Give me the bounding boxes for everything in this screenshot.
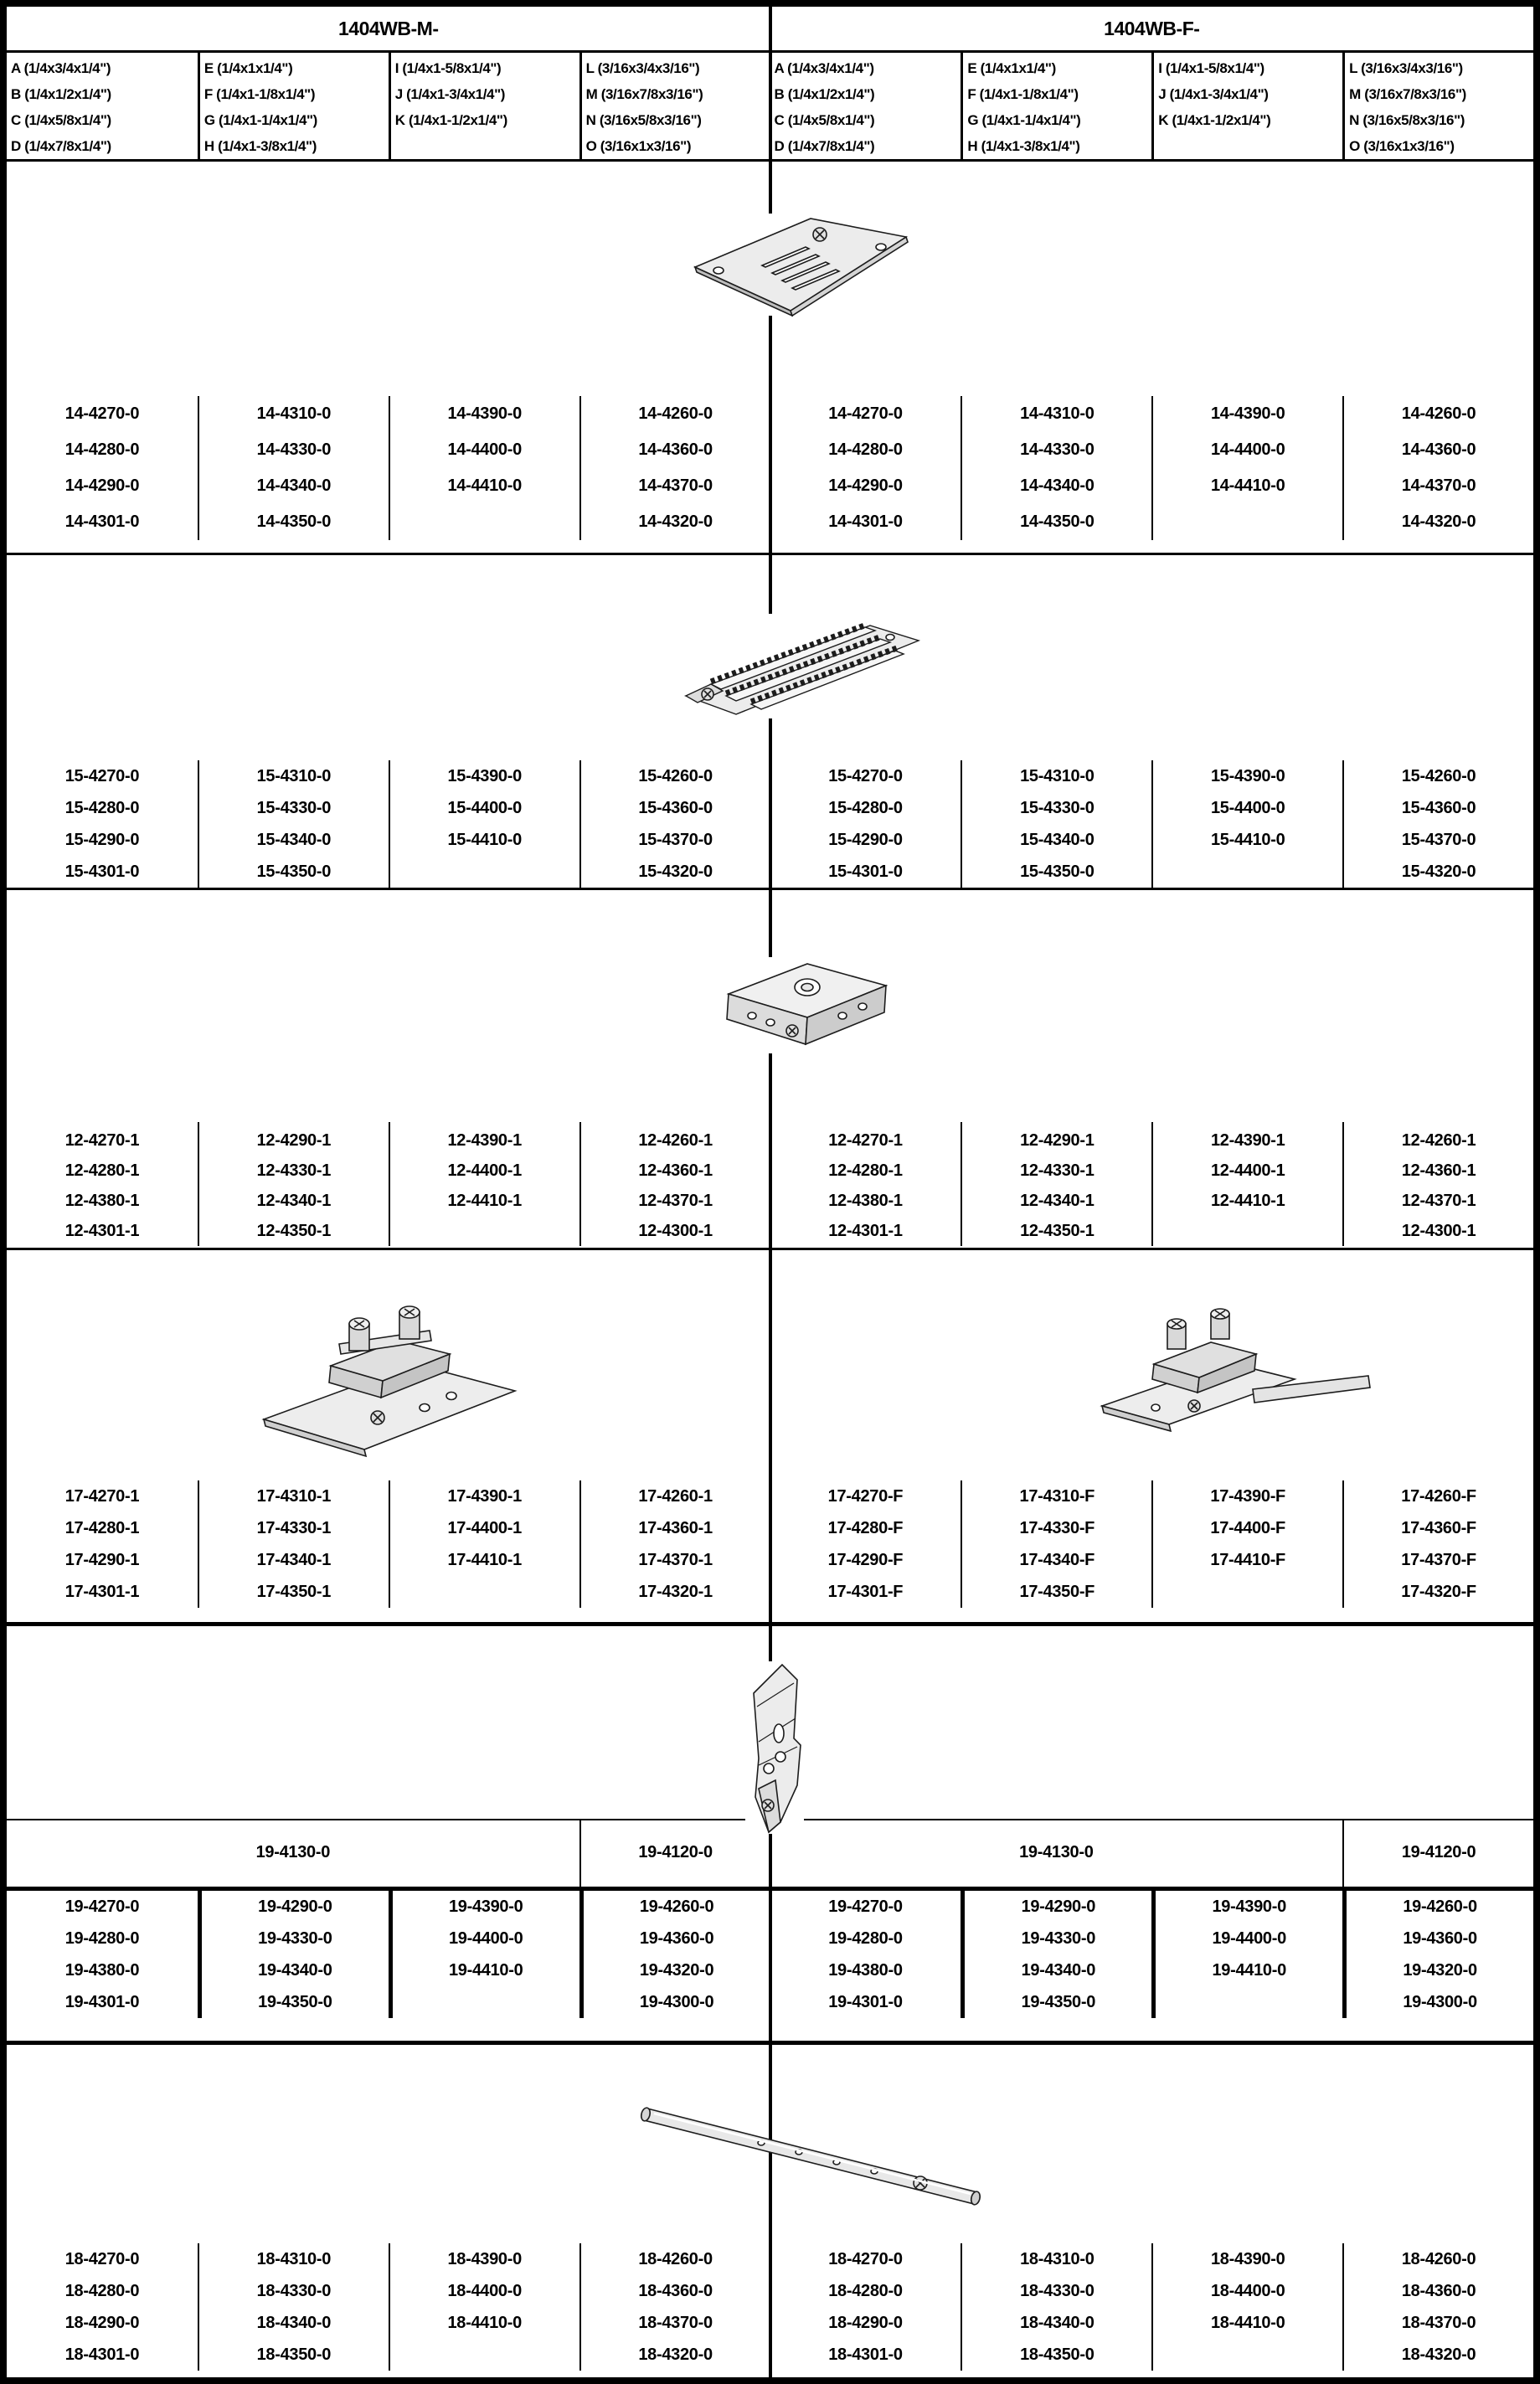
part-number: 17-4360-F	[1401, 1519, 1476, 1537]
part-number: 18-4280-0	[828, 2282, 903, 2300]
size-spec-right	[770, 53, 1534, 159]
part-number: 17-4390-F	[1210, 1487, 1285, 1506]
size-spec: K (1/4x1-1/2x1/4")	[394, 112, 507, 128]
part-numbers-right	[770, 1122, 1534, 1246]
part-numbers-right	[770, 1891, 1534, 2018]
part-number: 14-4390-0	[447, 404, 522, 423]
part-number: 19-4270-0	[828, 1897, 903, 1916]
part-number: 14-4340-0	[1020, 476, 1094, 495]
size-spec: B (1/4x1/2x1/4")	[774, 86, 875, 102]
part-number-column	[389, 760, 579, 888]
part-number: 15-4280-0	[64, 799, 140, 817]
part-number: 19-4410-0	[1212, 1961, 1286, 1980]
part-number: 14-4410-0	[1210, 476, 1285, 495]
part-number-column	[198, 396, 389, 540]
size-spec: C (1/4x5/8x1/4")	[774, 112, 875, 128]
part-number: 12-4280-1	[64, 1161, 140, 1180]
part-number: 14-4400-0	[447, 440, 522, 459]
part-number: 17-4260-1	[638, 1487, 713, 1506]
part-number: 18-4301-0	[828, 2345, 903, 2364]
part-number: 12-4370-1	[638, 1192, 713, 1210]
part-numbers-left	[7, 760, 770, 888]
part-number-column	[579, 1891, 770, 2018]
part-number: 14-4330-0	[1020, 440, 1094, 459]
part-number: 17-4370-1	[638, 1551, 713, 1569]
size-spec: F (1/4x1-1/8x1/4")	[967, 86, 1079, 102]
size-spec: N (3/16x5/8x3/16")	[1349, 112, 1465, 128]
part-number: 17-4310-1	[256, 1487, 332, 1506]
size-spec: E (1/4x1x1/4")	[203, 60, 293, 76]
part-number: 18-4270-0	[828, 2250, 903, 2268]
part-number: 18-4320-0	[638, 2345, 713, 2364]
part-number: 12-4270-1	[828, 1131, 903, 1150]
part-number: 15-4270-0	[828, 767, 903, 785]
part-number: 19-4260-0	[1403, 1897, 1477, 1916]
part-number: 19-4390-0	[448, 1897, 523, 1916]
part-number-column	[389, 1122, 579, 1246]
part-number: 19-4130-0	[255, 1843, 331, 1861]
part-number: 14-4310-0	[1020, 404, 1094, 423]
part-number-column	[198, 1122, 389, 1246]
part-number: 14-4270-0	[828, 404, 903, 423]
part-number: 12-4300-1	[638, 1222, 713, 1240]
part-number: 17-4280-1	[64, 1519, 140, 1537]
part-number: 19-4330-0	[258, 1929, 332, 1948]
size-spec: G (1/4x1-1/4x1/4")	[203, 112, 317, 128]
part-number: 15-4400-0	[1210, 799, 1285, 817]
part-number: 15-4350-0	[1020, 862, 1094, 881]
part-number: 17-4400-F	[1210, 1519, 1285, 1537]
header-left-title: 1404WB-M-	[338, 17, 439, 39]
part-number: 18-4260-0	[1401, 2250, 1476, 2268]
part-number: 19-4350-0	[258, 1993, 332, 2011]
part-number: 17-4370-F	[1401, 1551, 1476, 1569]
part-number-column	[7, 760, 198, 888]
part-number-column	[961, 2243, 1151, 2371]
needle-bar-illustration	[636, 2085, 996, 2227]
part-number-column	[198, 1891, 389, 2018]
part-number: 18-4310-0	[256, 2250, 332, 2268]
size-spec: L (3/16x3/4x3/16")	[585, 60, 700, 76]
part-number: 19-4400-0	[1212, 1929, 1286, 1948]
part-number: 18-4400-0	[447, 2282, 522, 2300]
part-number-column	[770, 1480, 961, 1608]
part-number: 18-4340-0	[1020, 2314, 1094, 2332]
size-column	[770, 53, 961, 159]
part-number: 12-4360-1	[1401, 1161, 1476, 1180]
part-number: 19-4300-0	[1403, 1993, 1477, 2011]
part-number: 19-4300-0	[639, 1993, 714, 2011]
part-number: 18-4410-0	[447, 2314, 522, 2332]
part-numbers-left	[7, 1891, 770, 2018]
part-number: 17-4410-1	[447, 1551, 522, 1569]
part-number: 15-4360-0	[638, 799, 713, 817]
part-number-column	[198, 2243, 389, 2371]
part-number-column	[1151, 2243, 1342, 2371]
part-numbers-right	[770, 760, 1534, 888]
part-number: 17-4301-F	[827, 1583, 904, 1601]
part-number: 19-4400-0	[448, 1929, 523, 1948]
part-number-column	[7, 1480, 198, 1608]
part-number: 14-4290-0	[828, 476, 903, 495]
part-number: 14-4280-0	[828, 440, 903, 459]
part-number: 19-4360-0	[639, 1929, 714, 1948]
part-number: 12-4400-1	[447, 1161, 522, 1180]
part-number-column	[961, 1122, 1151, 1246]
part-number: 18-4260-0	[638, 2250, 713, 2268]
size-spec: H (1/4x1-3/8x1/4")	[203, 138, 317, 154]
part-number: 17-4280-F	[827, 1519, 904, 1537]
part-number: 17-4310-F	[1019, 1487, 1095, 1506]
size-spec: D (1/4x7/8x1/4")	[11, 138, 111, 154]
size-spec-left	[7, 53, 770, 159]
header-right-title: 1404WB-F-	[1104, 17, 1200, 39]
part-number: 17-4330-F	[1019, 1519, 1095, 1537]
part-number: 18-4360-0	[1401, 2282, 1476, 2300]
part-number-column	[961, 396, 1151, 540]
part-number: 15-4410-0	[447, 831, 522, 849]
part-number: 17-4340-F	[1019, 1551, 1095, 1569]
part-number: 15-4370-0	[1401, 831, 1476, 849]
throat-plate-illustration	[683, 212, 918, 317]
part-number: 18-4400-0	[1210, 2282, 1285, 2300]
part-number: 19-4380-0	[828, 1961, 903, 1980]
part-number: 17-4400-1	[447, 1519, 522, 1537]
part-number: 17-4320-F	[1401, 1583, 1476, 1601]
part-number-column	[1151, 760, 1342, 888]
size-spec: H (1/4x1-3/8x1/4")	[967, 138, 1080, 154]
part-numbers-left	[7, 1480, 770, 1608]
part-number: 15-4260-0	[1401, 767, 1476, 785]
part-number: 17-4330-1	[256, 1519, 332, 1537]
size-spec: D (1/4x7/8x1/4")	[774, 138, 875, 154]
part-number: 15-4340-0	[256, 831, 332, 849]
part-number: 19-4380-0	[64, 1961, 140, 1980]
part-number: 19-4260-0	[639, 1897, 714, 1916]
part-number-column	[579, 1122, 770, 1246]
size-spec: K (1/4x1-1/2x1/4")	[1158, 112, 1271, 128]
part-number: 18-4350-0	[1020, 2345, 1094, 2364]
part-number-column	[770, 1122, 961, 1246]
part-number: 19-4320-0	[1403, 1961, 1477, 1980]
size-spec: A (1/4x3/4x1/4")	[774, 60, 874, 76]
part-number-column	[579, 2243, 770, 2371]
part-number: 15-4310-0	[1020, 767, 1094, 785]
part-number: 12-4290-1	[256, 1131, 332, 1150]
part-number: 12-4390-1	[1210, 1131, 1285, 1150]
part-numbers-left	[7, 1122, 770, 1246]
part-number-column	[579, 1480, 770, 1608]
part-number: 18-4350-0	[256, 2345, 332, 2364]
part-number: 15-4390-0	[447, 767, 522, 785]
part-number-column	[579, 396, 770, 540]
part-number: 17-4290-1	[64, 1551, 140, 1569]
size-spec: B (1/4x1/2x1/4")	[11, 86, 111, 102]
part-number-column	[198, 760, 389, 888]
bracket-subrow-right	[770, 1820, 1534, 1887]
part-number: 15-4310-0	[256, 767, 332, 785]
part-number: 18-4270-0	[64, 2250, 140, 2268]
part-numbers-right	[770, 396, 1534, 540]
part-number: 14-4301-0	[64, 512, 140, 531]
part-number: 15-4301-0	[828, 862, 903, 881]
part-number: 14-4330-0	[256, 440, 332, 459]
part-number: 17-4390-1	[447, 1487, 522, 1506]
part-number-column	[961, 1480, 1151, 1608]
bracket-subrow-left	[7, 1820, 770, 1887]
size-spec: J (1/4x1-3/4x1/4")	[394, 86, 506, 102]
part-number: 18-4390-0	[1210, 2250, 1285, 2268]
part-number: 14-4350-0	[256, 512, 332, 531]
part-number: 15-4350-0	[256, 862, 332, 881]
part-numbers-right	[770, 1480, 1534, 1608]
part-number: 19-4410-0	[448, 1961, 523, 1980]
part-number: 14-4260-0	[1401, 404, 1476, 423]
part-number: 17-4360-1	[638, 1519, 713, 1537]
part-number: 17-4320-1	[638, 1583, 713, 1601]
part-number: 15-4390-0	[1210, 767, 1285, 785]
part-number: 15-4290-0	[64, 831, 140, 849]
part-numbers-left	[7, 396, 770, 540]
part-number: 17-4350-1	[256, 1583, 332, 1601]
size-spec: E (1/4x1x1/4")	[967, 60, 1056, 76]
part-number: 14-4360-0	[1401, 440, 1476, 459]
part-number-column	[389, 1480, 579, 1608]
part-number: 19-4330-0	[1021, 1929, 1096, 1948]
clamp-assembly-m-illustration	[250, 1294, 527, 1471]
part-number: 15-4301-0	[64, 862, 140, 881]
clamp-block-illustration	[675, 950, 926, 1063]
part-number: 19-4390-0	[1212, 1897, 1286, 1916]
part-number: 19-4130-0	[1019, 1843, 1094, 1861]
part-number: 12-4340-1	[256, 1192, 332, 1210]
part-number: 14-4370-0	[638, 476, 713, 495]
part-number: 12-4380-1	[64, 1192, 140, 1210]
part-number-column	[7, 1891, 198, 2018]
size-spec: O (3/16x1x3/16")	[1349, 138, 1455, 154]
part-number: 18-4310-0	[1020, 2250, 1094, 2268]
part-number-column	[770, 1891, 961, 2018]
size-spec: G (1/4x1-1/4x1/4")	[967, 112, 1081, 128]
part-number: 17-4350-F	[1019, 1583, 1095, 1601]
part-number: 12-4270-1	[64, 1131, 140, 1150]
part-number: 18-4360-0	[638, 2282, 713, 2300]
part-number: 18-4320-0	[1401, 2345, 1476, 2364]
part-number: 19-4340-0	[258, 1961, 332, 1980]
part-number-column	[961, 760, 1151, 888]
part-number: 17-4340-1	[256, 1551, 332, 1569]
part-number: 18-4370-0	[638, 2314, 713, 2332]
part-number: 14-4360-0	[638, 440, 713, 459]
part-number: 18-4390-0	[447, 2250, 522, 2268]
part-number: 18-4280-0	[64, 2282, 140, 2300]
part-number: 14-4350-0	[1020, 512, 1094, 531]
size-spec: M (3/16x7/8x3/16")	[585, 86, 703, 102]
size-column	[1151, 53, 1342, 159]
part-number: 15-4270-0	[64, 767, 140, 785]
part-number: 15-4290-0	[828, 831, 903, 849]
part-number: 19-4290-0	[258, 1897, 332, 1916]
part-number-column	[389, 2243, 579, 2371]
part-number: 14-4390-0	[1210, 404, 1285, 423]
size-column	[7, 53, 198, 159]
part-number: 15-4280-0	[828, 799, 903, 817]
size-spec: I (1/4x1-5/8x1/4")	[1158, 60, 1264, 76]
size-spec: I (1/4x1-5/8x1/4")	[394, 60, 502, 76]
part-number: 18-4330-0	[1020, 2282, 1094, 2300]
part-number: 18-4290-0	[828, 2314, 903, 2332]
part-number-column	[961, 1891, 1151, 2018]
part-numbers-right	[770, 2243, 1534, 2371]
part-number: 12-4280-1	[828, 1161, 903, 1180]
part-number: 14-4410-0	[447, 476, 522, 495]
part-number: 12-4410-1	[1210, 1192, 1285, 1210]
part-number-column	[770, 2243, 961, 2371]
part-number: 19-4280-0	[828, 1929, 903, 1948]
part-number: 12-4380-1	[828, 1192, 903, 1210]
part-number-column	[1342, 760, 1533, 888]
part-number: 12-4340-1	[1020, 1192, 1094, 1210]
size-spec: N (3/16x5/8x3/16")	[585, 112, 702, 128]
part-number: 17-4270-F	[827, 1487, 904, 1506]
part-number-column	[7, 2243, 198, 2371]
part-number: 19-4120-0	[1342, 1820, 1533, 1887]
part-number: 17-4301-1	[64, 1583, 140, 1601]
feed-dog-illustration	[671, 597, 930, 723]
size-spec: A (1/4x3/4x1/4")	[11, 60, 111, 76]
part-number: 19-4280-0	[64, 1929, 140, 1948]
part-number: 12-4260-1	[638, 1131, 713, 1150]
part-number: 12-4400-1	[1210, 1161, 1285, 1180]
part-number: 12-4410-1	[447, 1192, 522, 1210]
part-number-column	[770, 760, 961, 888]
size-column	[198, 53, 389, 159]
part-number: 15-4410-0	[1210, 831, 1285, 849]
part-number-column	[1151, 396, 1342, 540]
part-number: 19-4120-0	[579, 1820, 770, 1887]
part-number: 15-4320-0	[1401, 862, 1476, 881]
part-number: 15-4360-0	[1401, 799, 1476, 817]
part-number: 14-4340-0	[256, 476, 332, 495]
size-spec: J (1/4x1-3/4x1/4")	[1158, 86, 1269, 102]
size-spec: L (3/16x3/4x3/16")	[1349, 60, 1463, 76]
part-number: 14-4370-0	[1401, 476, 1476, 495]
part-number: 18-4370-0	[1401, 2314, 1476, 2332]
part-number: 19-4301-0	[828, 1993, 903, 2011]
part-number-column	[7, 1122, 198, 1246]
part-number: 12-4330-1	[256, 1161, 332, 1180]
size-spec: O (3/16x1x3/16")	[585, 138, 692, 154]
part-number-column	[389, 396, 579, 540]
part-number: 12-4290-1	[1020, 1131, 1094, 1150]
part-number: 14-4270-0	[64, 404, 140, 423]
part-number: 15-4330-0	[1020, 799, 1094, 817]
part-number: 18-4410-0	[1210, 2314, 1285, 2332]
part-number-column	[770, 396, 961, 540]
part-number: 19-4360-0	[1403, 1929, 1477, 1948]
part-number: 18-4290-0	[64, 2314, 140, 2332]
size-column	[579, 53, 770, 159]
part-number: 14-4310-0	[256, 404, 332, 423]
part-number: 19-4301-0	[64, 1993, 140, 2011]
part-number-column	[1151, 1480, 1342, 1608]
size-column	[389, 53, 579, 159]
size-spec: C (1/4x5/8x1/4")	[11, 112, 111, 128]
center-divider	[769, 7, 772, 2377]
part-numbers-left	[7, 2243, 770, 2371]
part-number: 18-4301-0	[64, 2345, 140, 2364]
part-number-column	[1151, 1891, 1342, 2018]
part-number: 12-4350-1	[256, 1222, 332, 1240]
size-spec: F (1/4x1-1/8x1/4")	[203, 86, 316, 102]
size-column	[961, 53, 1151, 159]
part-number: 15-4400-0	[447, 799, 522, 817]
part-number-column	[1342, 1480, 1533, 1608]
part-number: 14-4400-0	[1210, 440, 1285, 459]
size-spec: M (3/16x7/8x3/16")	[1349, 86, 1466, 102]
part-number: 15-4260-0	[638, 767, 713, 785]
mounting-bracket-illustration	[720, 1658, 821, 1838]
part-number: 12-4360-1	[638, 1161, 713, 1180]
part-number: 12-4350-1	[1020, 1222, 1094, 1240]
part-number: 12-4301-1	[64, 1222, 140, 1240]
part-number: 14-4320-0	[638, 512, 713, 531]
part-number: 14-4301-0	[828, 512, 903, 531]
part-number-column	[198, 1480, 389, 1608]
clamp-assembly-f-illustration	[1077, 1299, 1378, 1466]
part-number: 12-4370-1	[1401, 1192, 1476, 1210]
part-number: 14-4260-0	[638, 404, 713, 423]
part-number-column	[1342, 1122, 1533, 1246]
part-number: 17-4410-F	[1210, 1551, 1285, 1569]
part-number: 15-4340-0	[1020, 831, 1094, 849]
size-column	[1342, 53, 1533, 159]
part-number: 17-4290-F	[827, 1551, 904, 1569]
part-number-column	[7, 396, 198, 540]
part-number: 19-4340-0	[1021, 1961, 1096, 1980]
part-number: 18-4330-0	[256, 2282, 332, 2300]
part-number: 18-4340-0	[256, 2314, 332, 2332]
part-number: 12-4330-1	[1020, 1161, 1094, 1180]
part-number: 14-4320-0	[1401, 512, 1476, 531]
part-number: 19-4270-0	[64, 1897, 140, 1916]
part-number: 15-4320-0	[638, 862, 713, 881]
part-number: 15-4370-0	[638, 831, 713, 849]
part-number-column	[1342, 396, 1533, 540]
part-number-column	[389, 1891, 579, 2018]
part-number: 15-4330-0	[256, 799, 332, 817]
part-number-column	[1342, 2243, 1533, 2371]
part-number: 19-4320-0	[639, 1961, 714, 1980]
part-number: 12-4300-1	[1401, 1222, 1476, 1240]
part-number-column	[1151, 1122, 1342, 1246]
part-number: 19-4350-0	[1021, 1993, 1096, 2011]
part-number: 12-4301-1	[828, 1222, 903, 1240]
part-number: 14-4280-0	[64, 440, 140, 459]
part-number: 17-4270-1	[64, 1487, 140, 1506]
part-number: 19-4290-0	[1021, 1897, 1096, 1916]
part-number: 12-4260-1	[1401, 1131, 1476, 1150]
part-number: 12-4390-1	[447, 1131, 522, 1150]
part-number: 14-4290-0	[64, 476, 140, 495]
part-number-column	[1342, 1891, 1533, 2018]
part-number: 17-4260-F	[1401, 1487, 1476, 1506]
part-number-column	[579, 760, 770, 888]
